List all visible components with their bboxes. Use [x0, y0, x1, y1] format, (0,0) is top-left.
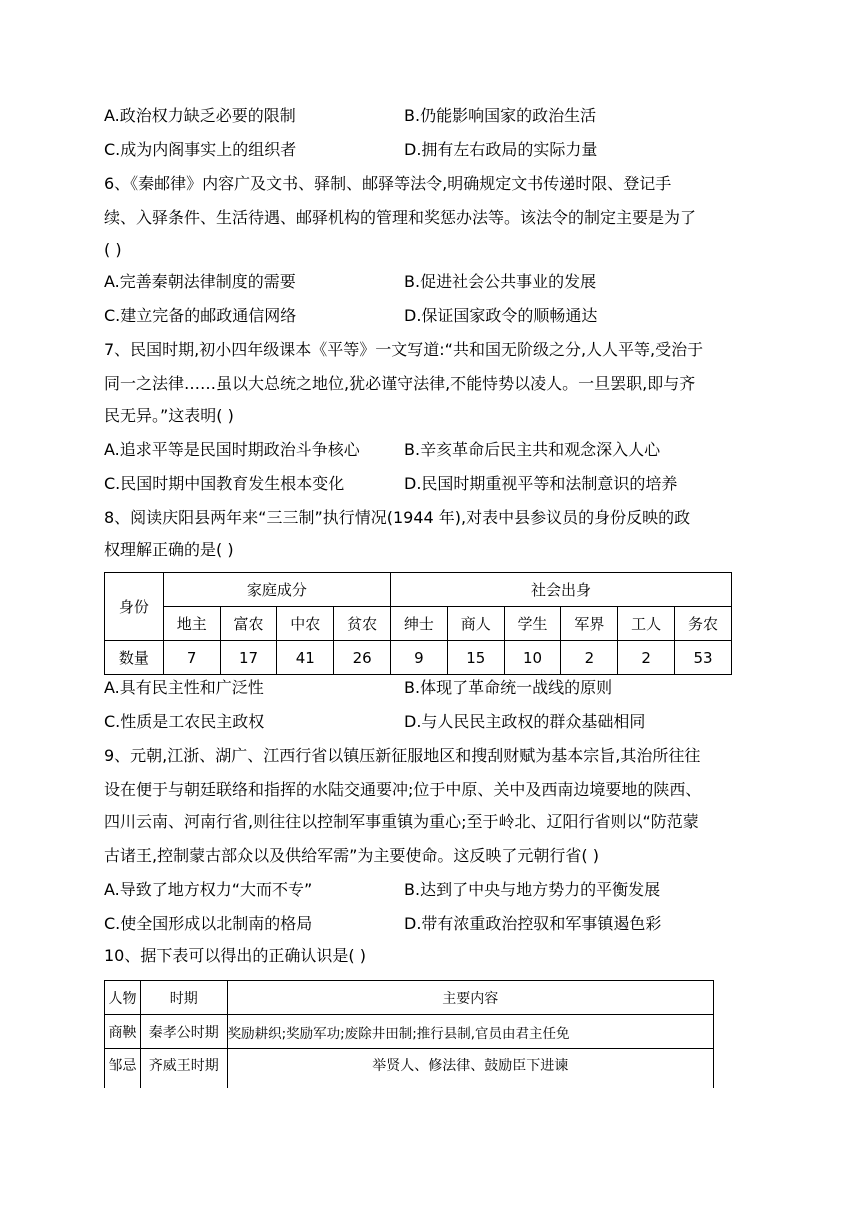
q8-value-cell: 15	[447, 641, 504, 675]
q5-option-c[interactable]: C.成为内阁事实上的组织者	[104, 140, 297, 159]
q6-stem-line-1: 6、《秦邮律》内容广及文书、驿制、邮驿等法令,明确规定文书传递时限、登记手	[104, 174, 672, 193]
q7-stem-line-1: 7、民国时期,初小四年级课本《平等》一文写道:“共和国无阶级之分,人人平等,受治于	[104, 340, 704, 359]
q9-option-d[interactable]: D.带有浓重政治控驭和军事镇遏色彩	[404, 914, 662, 933]
q10-header-person: 人物	[105, 981, 141, 1015]
q8-value-cell: 2	[618, 641, 675, 675]
q8-value-cell: 53	[675, 641, 732, 675]
q6-option-b[interactable]: B.促进社会公共事业的发展	[404, 272, 597, 291]
q10-cell-period: 齐威王时期	[140, 1049, 227, 1089]
q8-option-d[interactable]: D.与人民民主政权的群众基础相同	[404, 712, 646, 731]
q10-header-period: 时期	[140, 981, 227, 1015]
q7-option-a[interactable]: A.追求平等是民国时期政治斗争核心	[104, 440, 360, 459]
q9-option-c[interactable]: C.使全国形成以北制南的格局	[104, 914, 313, 933]
q10-cell-content: 奖励耕织;奖励军功;废除井田制;推行县制,官员由君主任免	[227, 1015, 713, 1049]
q9-stem-line-4: 古诸王,控制蒙古部众以及供给军需”为主要使命。这反映了元朝行省( )	[104, 846, 599, 865]
q7-stem-line-3: 民无异。”这表明( )	[104, 406, 234, 425]
q5-option-a[interactable]: A.政治权力缺乏必要的限制	[104, 106, 296, 125]
q7-option-d[interactable]: D.民国时期重视平等和法制意识的培养	[404, 474, 678, 493]
q9-stem-line-3: 四川云南、河南行省,则往往以控制军事重镇为重心;至于岭北、辽阳行省则以“防范蒙	[104, 812, 699, 831]
q8-col-header: 商人	[447, 607, 504, 641]
q6-option-d[interactable]: D.保证国家政令的顺畅通达	[404, 306, 598, 325]
q8-col-header: 学生	[504, 607, 561, 641]
q8-option-b[interactable]: B.体现了革命统一战线的原则	[404, 678, 613, 697]
q10-cell-period: 秦孝公时期	[140, 1015, 227, 1049]
q9-stem-line-1: 9、元朝,江浙、湖广、江西行省以镇压新征服地区和搜刮财赋为基本宗旨,其治所往往	[104, 746, 701, 765]
q6-stem-line-3: ( )	[104, 240, 122, 259]
q7-stem-line-2: 同一之法律……虽以大总统之地位,犹必谨守法律,不能恃势以凌人。一旦罢职,即与齐	[104, 374, 696, 393]
q10-stem: 10、据下表可以得出的正确认识是( )	[104, 946, 366, 965]
q9-option-b[interactable]: B.达到了中央与地方势力的平衡发展	[404, 880, 661, 899]
q8-stem-line-1: 8、阅读庆阳县两年来“三三制”执行情况(1944 年),对表中县参议员的身份反映的政	[104, 508, 691, 527]
q8-group-family: 家庭成分	[163, 573, 390, 607]
q8-col-header: 中农	[277, 607, 334, 641]
q8-value-cell: 26	[334, 641, 391, 675]
q8-table	[104, 572, 732, 675]
q5-option-d[interactable]: D.拥有左右政局的实际力量	[404, 140, 598, 159]
q8-value-cell: 2	[561, 641, 618, 675]
q7-option-c[interactable]: C.民国时期中国教育发生根本变化	[104, 474, 345, 493]
q7-option-b[interactable]: B.辛亥革命后民主共和观念深入人心	[404, 440, 661, 459]
q8-group-social: 社会出身	[391, 573, 732, 607]
q5-option-b[interactable]: B.仍能影响国家的政治生活	[404, 106, 597, 125]
q8-col-header: 军界	[561, 607, 618, 641]
q8-option-c[interactable]: C.性质是工农民主政权	[104, 712, 265, 731]
q8-value-cell: 9	[391, 641, 448, 675]
q8-col-header: 地主	[163, 607, 220, 641]
q10-table	[104, 980, 714, 1088]
q8-count-label: 数量	[105, 641, 164, 675]
q10-cell-content: 举贤人、修法律、鼓励臣下进谏	[227, 1049, 713, 1089]
q8-value-cell: 41	[277, 641, 334, 675]
q6-stem-line-2: 续、入驿条件、生活待遇、邮驿机构的管理和奖惩办法等。该法令的制定主要是为了	[104, 208, 697, 227]
q8-col-header: 工人	[618, 607, 675, 641]
q10-cell-person: 商鞅	[105, 1015, 141, 1049]
q8-value-cell: 7	[163, 641, 220, 675]
q8-stem-line-2: 权理解正确的是( )	[104, 540, 234, 559]
q10-cell-person: 邹忌	[105, 1049, 141, 1089]
q8-col-header: 富农	[220, 607, 277, 641]
q8-col-header: 贫农	[334, 607, 391, 641]
q6-option-c[interactable]: C.建立完备的邮政通信网络	[104, 306, 297, 325]
q8-value-cell: 10	[504, 641, 561, 675]
q8-option-a[interactable]: A.具有民主性和广泛性	[104, 678, 264, 697]
q8-row-header: 身份	[105, 573, 164, 641]
q6-option-a[interactable]: A.完善秦朝法律制度的需要	[104, 272, 296, 291]
q10-header-content: 主要内容	[227, 981, 713, 1015]
q8-col-header: 绅士	[391, 607, 448, 641]
q9-stem-line-2: 设在便于与朝廷联络和指挥的水陆交通要冲;位于中原、关中及西南边境要地的陕西、	[104, 780, 702, 799]
q9-option-a[interactable]: A.导致了地方权力“大而不专”	[104, 880, 313, 899]
q8-col-header: 务农	[675, 607, 732, 641]
q8-value-cell: 17	[220, 641, 277, 675]
